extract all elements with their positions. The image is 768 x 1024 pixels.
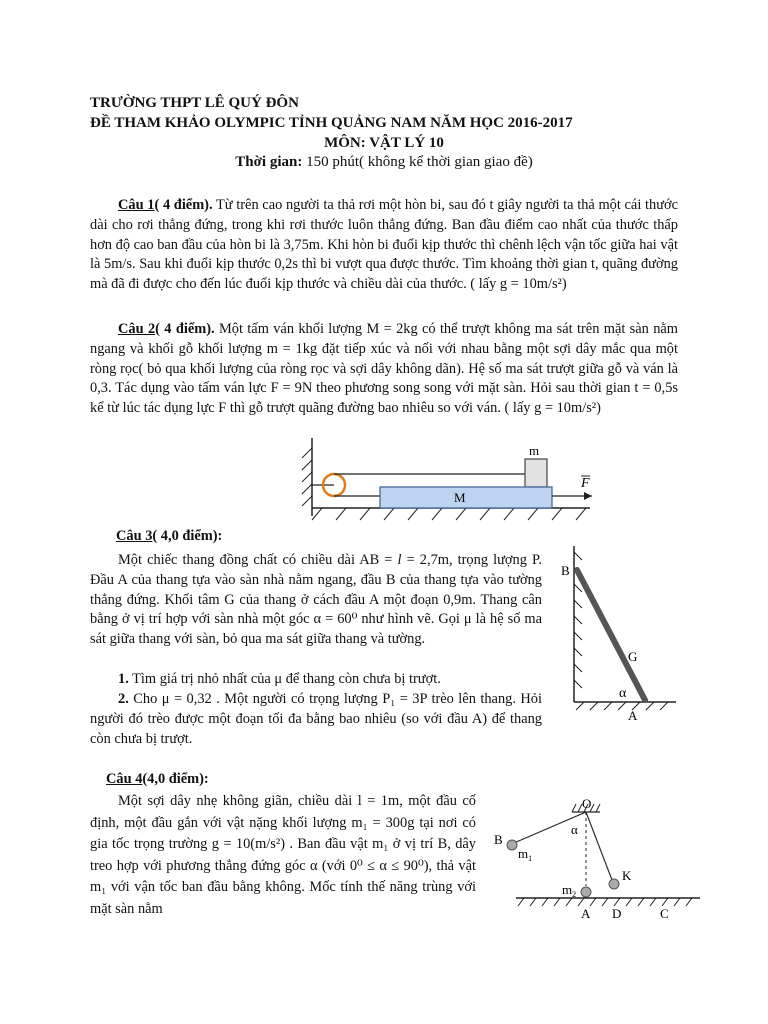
pendulum-A-label: A xyxy=(581,906,591,921)
time-label: Thời gian: xyxy=(235,154,303,170)
subject-title: MÔN: VẬT LÝ 10 xyxy=(324,135,444,151)
pendulum-O-label: O xyxy=(582,796,592,811)
ladder xyxy=(577,570,645,700)
figure-ladder xyxy=(552,542,682,724)
question-3-points: ( 4,0 điểm): xyxy=(152,528,223,544)
question-3-heading xyxy=(116,527,556,547)
question-4-points: (4,0 điểm): xyxy=(142,771,209,787)
school-name: TRƯỜNG THPT LÊ QUÝ ĐÔN xyxy=(90,95,299,111)
block-m xyxy=(525,459,547,487)
pendulum-B-label: B xyxy=(494,832,503,847)
figure-board-pulley xyxy=(300,438,610,530)
question-3-label: Câu 3 xyxy=(116,528,153,544)
question-3-item1 xyxy=(90,670,542,690)
ladder-A-label: A xyxy=(628,708,638,723)
pendulum-D-label: D xyxy=(612,906,622,921)
question-3-item2 xyxy=(90,690,542,749)
ball-K xyxy=(609,879,619,889)
item2-text: Cho μ = 0,32 . Một người có trọng lượng P₁ = 3P trèo lên thang. Hỏi người đó trèo được một đoạn tối đa bằng bao nhiêu (so với đầu A) để thang còn chưa bị trượt. xyxy=(90,691,542,747)
force-F-label: F xyxy=(581,476,590,491)
question-1-text: Từ trên cao người ta thả rơi một hòn bi, sau đó t giây người ta thả một cái thước dài cho rơi thẳng đứng, trong khi rơi thước luôn thẳng đứng. Ban đầu điểm cao nhất của thước thấp hơn độ cao ban đầu của hòn bi là 3,75m. Khi hòn bi đuổi kịp thước thì chênh lệch vận tốc giữa hai vật là 5m/s. Sau khi đuổi kịp thước 0,2s thì bi vượt qua được thước. Tìm khoảng thời gian t, quãng đường mà đã đi được cho đến lúc đuổi kịp thước và chiều dài của thước. ( lấy g = 10m/s²) xyxy=(90,197,678,293)
exam-title: ĐỀ THAM KHẢO OLYMPIC TỈNH QUẢNG NAM NĂM HỌC 2016-2017 xyxy=(90,115,573,131)
pendulum-K-label: K xyxy=(622,868,632,883)
item2-number: 2. xyxy=(118,691,129,707)
board-M-label: M xyxy=(454,490,466,505)
ball-B xyxy=(507,840,517,850)
ball-m2 xyxy=(581,887,591,897)
string-to-K xyxy=(586,812,612,880)
question-3-var-l: l xyxy=(397,552,402,568)
ladder-G-label: G xyxy=(628,649,638,664)
board-M xyxy=(380,487,552,508)
time-value: 150 phút( không kể thời gian giao đề) xyxy=(302,154,533,170)
pendulum-m2-label: $m_2$ xyxy=(562,882,577,899)
question-3-text: lượng P. Đầu A của thang tựa vào sàn nhà nằm ngang, đầu B của thang tựa vào tường thẳng đứng. Khối tâm G của thang ở cách đầu A một đoạn 0,9m. Thang cân bằng ở vị trí hợp với sàn nhà một góc α = 60⁰ như hình vẽ. Gọi μ là hệ số ma sát giữa thang với sàn, bỏ qua ma sát giữa thang và tường. xyxy=(90,552,542,648)
figure-pendulum xyxy=(490,794,710,922)
question-1-label: Câu 1 xyxy=(118,197,155,213)
question-2-label: Câu 2 xyxy=(118,321,156,337)
question-1-points: ( 4 điểm). xyxy=(154,197,213,213)
question-1 xyxy=(90,196,678,295)
question-2-text: Một tấm ván khối lượng M = 2kg có thể trượt không ma sát trên mặt sàn nằm ngang và khối gỗ khối lượng m = 1kg đặt tiếp xúc và nối với nhau bằng một sợi dây mắc qua một ròng rọc( bỏ qua khối lượng của ròng rọc và sợi dây không dãn). Hệ số ma sát trượt giữa gỗ và ván là 0,3. Tác dụng vào tấm ván lực F = 9N theo phương song song với mặt sàn. Hỏi sau thời gian t = 0,5s kể từ lúc tác dụng lực F thì gỗ trượt quãng đường bao nhiêu so với ván. ( lấy g = 10m/s²) xyxy=(90,321,678,417)
block-m-label: m xyxy=(529,443,540,458)
question-3-body xyxy=(90,551,542,650)
item1-number: 1. xyxy=(118,671,129,687)
question-2 xyxy=(90,320,678,419)
time-line xyxy=(0,153,768,171)
pendulum-C-label: C xyxy=(660,906,669,921)
pendulum-alpha-label: α xyxy=(571,822,578,837)
question-2-points: ( 4 điểm). xyxy=(155,321,215,337)
question-4-heading xyxy=(106,770,546,790)
pendulum-m1-label: $m_1$ xyxy=(518,846,533,863)
question-4-text: Một sợi dây nhẹ không giãn, chiều dài l = 1m, một đầu cố định, một đầu gắn với vật nặng khối lượng m₁ = 300g tại nơi có gia tốc trọng trường g = 10(m/s²) . Ban đầu vật m₁ ở vị trí B, dây treo hợp với phương thẳng đứng góc α (với 0⁰ ≤ α ≤ 90⁰), thả vật m₁ với vận tốc ban đầu bằng không. Mốc tính thế năng trùng với mặt sàn nằm xyxy=(90,793,476,917)
ladder-B-label: B xyxy=(561,563,570,578)
question-3-line1-end: = 2,7m, trọng xyxy=(401,552,489,568)
question-3-line1: Một chiếc thang đồng chất có chiều dài AB = xyxy=(118,552,398,568)
question-4-label: Câu 4 xyxy=(106,771,143,787)
ladder-alpha-label: α xyxy=(619,686,627,701)
item1-text: Tìm giá trị nhỏ nhất của μ để thang còn chưa bị trượt. xyxy=(128,671,441,687)
